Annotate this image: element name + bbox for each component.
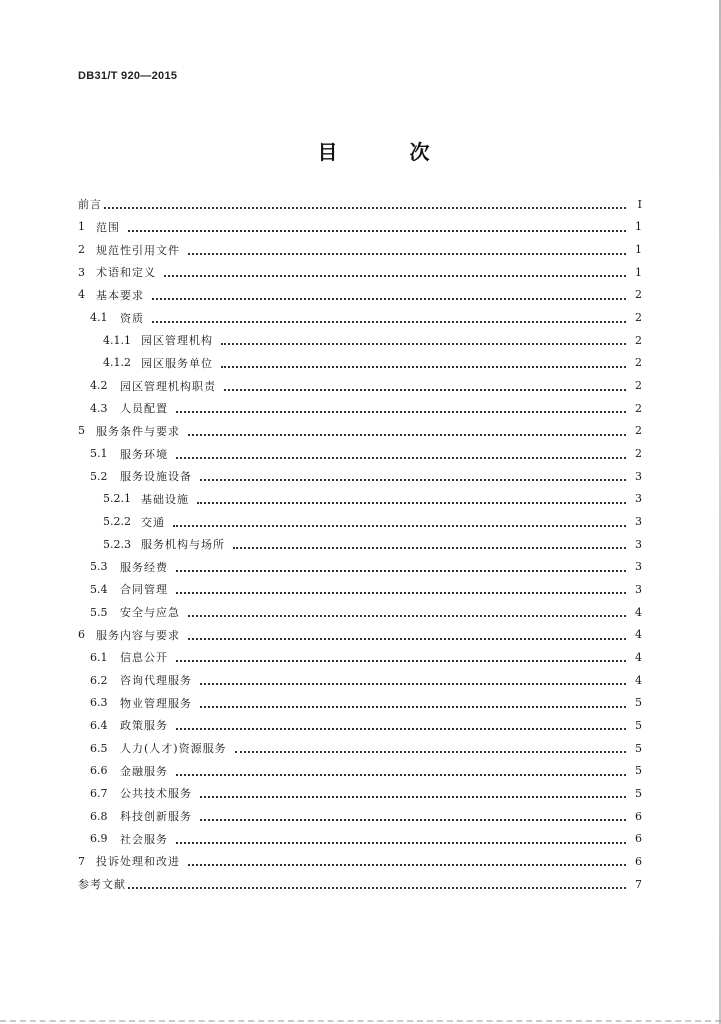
toc-entry-label: 园区服务单位 [141,356,213,370]
toc-entry-label: 服务条件与要求 [96,424,180,438]
toc-entry-number: 6.8 [90,809,108,823]
toc-entry-number: 4.1.1 [103,333,131,347]
toc-entry[interactable] [78,623,642,646]
dot-leader [176,832,626,844]
toc-entry[interactable] [78,556,642,579]
dot-leader [235,741,626,753]
dot-leader [188,854,626,866]
toc-entry-page: 1 [635,220,642,234]
toc-entry-number: 6.9 [90,832,108,846]
toc-entry-label: 资质 [120,311,144,325]
toc-entry-page: 6 [635,854,642,868]
toc-entry-label: 人力(人才)资源服务 [120,742,227,756]
toc-entry-page: 4 [635,650,642,664]
toc-entry-number: 5.5 [90,605,108,619]
toc-entry-number: 6.1 [90,650,108,664]
toc-entry-label: 服务机构与场所 [141,538,225,552]
toc-entry-page: 3 [635,560,642,574]
toc-entry-number: 6.2 [90,673,108,687]
toc-entry[interactable] [78,601,642,624]
toc-entry[interactable] [78,850,642,873]
toc-entry-number: 5 [78,424,85,438]
toc-entry-page: 1 [635,265,642,279]
toc-entry[interactable] [78,238,642,261]
dot-leader [233,537,626,549]
dot-leader [164,265,626,277]
toc-entry-label: 信息公开 [120,651,168,665]
toc-entry-label: 基础设施 [141,492,189,506]
toc-entry[interactable] [78,827,642,850]
toc-entry-number: 3 [78,265,85,279]
toc-entry[interactable] [78,759,642,782]
toc-entry-page: 6 [635,809,642,823]
dot-leader [188,628,626,640]
dot-leader [176,560,626,572]
dot-leader [221,333,626,345]
toc-entry-number: 1 [78,220,85,234]
toc-entry-page: 2 [635,311,642,325]
toc-entry-label: 术语和定义 [96,266,156,280]
toc-entry-page: 5 [635,718,642,732]
toc-entry-label: 前言 [78,198,102,212]
toc-entry[interactable] [78,782,642,805]
toc-entry-label: 服务内容与要求 [96,628,180,642]
toc-entry-page: 5 [635,786,642,800]
toc-entry-number: 5.2 [90,469,108,483]
toc-entry-label: 参考文献 [78,878,126,892]
toc-entry-number: 5.4 [90,582,108,596]
toc-entry-number: 6.3 [90,696,108,710]
toc-entry-number: 6.6 [90,764,108,778]
toc-entry-label: 金融服务 [120,764,168,778]
toc-entry[interactable] [78,193,642,216]
toc-entry-page: 5 [635,741,642,755]
toc-entry-label: 安全与应急 [120,606,180,620]
dot-leader [176,764,626,776]
dot-leader [176,582,626,594]
toc-entry-number: 5.2.2 [103,515,131,529]
toc-entry-page: 4 [635,673,642,687]
toc-entry[interactable] [78,420,642,443]
toc-entry-page: 3 [635,515,642,529]
toc-entry-label: 社会服务 [120,832,168,846]
table-of-contents [78,193,642,895]
dot-leader [176,718,626,730]
toc-entry[interactable] [78,329,642,352]
toc-entry-page: 5 [635,696,642,710]
dot-leader [200,673,626,685]
dot-leader [176,650,626,662]
toc-entry-page: 1 [635,243,642,257]
toc-entry-page: 2 [635,401,642,415]
toc-entry-number: 4 [78,288,85,302]
toc-entry-number: 5.2.1 [103,492,131,506]
toc-entry[interactable] [78,352,642,375]
toc-entry[interactable] [78,306,642,329]
toc-entry-label: 政策服务 [120,719,168,733]
toc-entry-page: 2 [635,379,642,393]
toc-entry-number: 5.3 [90,560,108,574]
toc-entry[interactable] [78,261,642,284]
toc-entry[interactable] [78,510,642,533]
dot-leader [152,288,626,300]
toc-entry-page: 3 [635,537,642,551]
toc-entry[interactable] [78,442,642,465]
toc-entry-number: 7 [78,854,85,868]
toc-entry[interactable] [78,578,642,601]
dot-leader [104,197,626,209]
toc-entry-number: 5.1 [90,447,108,461]
toc-entry-label: 投诉处理和改进 [96,855,180,869]
dot-leader [197,492,626,504]
toc-entry-page: Ⅰ [637,197,642,211]
toc-entry-number: 4.1.2 [103,356,131,370]
dot-leader [188,424,626,436]
toc-entry-label: 基本要求 [96,288,144,302]
toc-entry-label: 范围 [96,220,120,234]
toc-entry-page: 2 [635,288,642,302]
toc-entry-label: 服务经费 [120,560,168,574]
toc-entry-page: 3 [635,492,642,506]
toc-entry-page: 6 [635,832,642,846]
toc-entry[interactable] [78,669,642,692]
scan-edge [0,1020,721,1024]
toc-entry-number: 6.7 [90,786,108,800]
toc-entry-number: 5.2.3 [103,537,131,551]
toc-entry-page: 5 [635,764,642,778]
toc-entry-page: 2 [635,424,642,438]
toc-entry-page: 7 [635,877,642,891]
dot-leader [128,877,626,889]
toc-entry-number: 4.2 [90,379,108,393]
toc-entry[interactable] [78,691,642,714]
toc-entry-label: 咨询代理服务 [120,674,192,688]
toc-entry[interactable] [78,284,642,307]
toc-entry-label: 园区管理机构职责 [120,379,216,393]
toc-entry-page: 4 [635,605,642,619]
toc-entry[interactable] [78,714,642,737]
toc-entry[interactable] [78,646,642,669]
toc-entry-number: 6.4 [90,718,108,732]
toc-entry-page: 2 [635,356,642,370]
toc-entry[interactable] [78,737,642,760]
dot-leader [200,696,626,708]
dot-leader [176,401,626,413]
toc-entry-label: 合同管理 [120,583,168,597]
dot-leader [188,605,626,617]
toc-entry-number: 4.3 [90,401,108,415]
dot-leader [152,311,626,323]
toc-entry-label: 园区管理机构 [141,334,213,348]
toc-entry-number: 2 [78,243,85,257]
toc-entry-page: 4 [635,628,642,642]
toc-entry-page: 3 [635,582,642,596]
toc-entry[interactable] [78,488,642,511]
dot-leader [200,786,626,798]
toc-entry[interactable] [78,805,642,828]
toc-entry-label: 服务环境 [120,447,168,461]
dot-leader [176,447,626,459]
toc-entry-label: 服务设施设备 [120,470,192,484]
dot-leader [188,243,626,255]
toc-entry[interactable] [78,533,642,556]
toc-entry[interactable] [78,374,642,397]
toc-entry[interactable] [78,397,642,420]
dot-leader [200,469,626,481]
toc-entry[interactable] [78,873,642,896]
standard-code: DB31/T 920—2015 [78,70,178,82]
toc-entry-number: 6 [78,628,85,642]
dot-leader [173,515,626,527]
toc-entry-label: 科技创新服务 [120,810,192,824]
toc-entry-label: 公共技术服务 [120,787,192,801]
toc-entry-number: 6.5 [90,741,108,755]
toc-entry-page: 2 [635,333,642,347]
toc-entry-label: 物业管理服务 [120,696,192,710]
toc-entry-label: 人员配置 [120,402,168,416]
toc-entry-number: 4.1 [90,311,108,325]
toc-entry[interactable] [78,216,642,239]
dot-leader [200,809,626,821]
dot-leader [221,356,626,368]
toc-entry-page: 2 [635,447,642,461]
dot-leader [128,220,626,232]
toc-entry[interactable] [78,465,642,488]
dot-leader [224,379,626,391]
toc-entry-label: 规范性引用文件 [96,243,180,257]
page-title: 目 次 [317,140,456,164]
toc-entry-label: 交通 [141,515,165,529]
toc-entry-page: 3 [635,469,642,483]
